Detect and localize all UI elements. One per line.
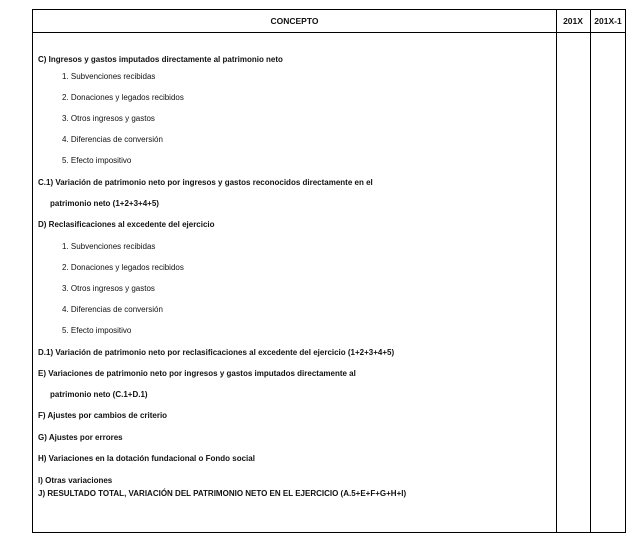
header-201x-1: 201X-1 — [594, 16, 622, 26]
row-f: F) Ajustes por cambios de criterio — [38, 411, 168, 420]
row-i: I) Otras variaciones — [38, 476, 113, 485]
row-d-5: 5. Efecto impositivo — [62, 326, 132, 335]
row-d-2: 2. Donaciones y legados recibidos — [62, 263, 184, 272]
header-201x: 201X — [563, 16, 583, 26]
column-divider-201x-1 — [590, 10, 591, 532]
row-g: G) Ajustes por errores — [38, 433, 123, 442]
header-concepto: CONCEPTO — [270, 16, 319, 26]
row-c1-line1: C.1) Variación de patrimonio neto por ingresos y gastos reconocidos directamente en el — [38, 178, 373, 187]
row-c-3: 3. Otros ingresos y gastos — [62, 114, 155, 123]
row-c1-line2: patrimonio neto (1+2+3+4+5) — [50, 199, 159, 208]
row-d-4: 4. Diferencias de conversión — [62, 305, 163, 314]
row-c-1: 1. Subvenciones recibidas — [62, 72, 156, 81]
row-c-5: 5. Efecto impositivo — [62, 156, 132, 165]
row-j-total: J) RESULTADO TOTAL, VARIACIÓN DEL PATRIMONIO NETO EN EL EJERCICIO (A.5+E+F+G+H+I) — [38, 489, 407, 498]
column-divider-201x — [556, 10, 557, 532]
row-d-3: 3. Otros ingresos y gastos — [62, 284, 155, 293]
row-e-line1: E) Variaciones de patrimonio neto por ingresos y gastos imputados directamente al — [38, 369, 356, 378]
row-d-1: 1. Subvenciones recibidas — [62, 242, 156, 251]
row-h: H) Variaciones en la dotación fundacional o Fondo social — [38, 454, 255, 463]
row-c-2: 2. Donaciones y legados recibidos — [62, 93, 184, 102]
row-d-heading: D) Reclasificaciones al excedente del ejercicio — [38, 220, 215, 229]
row-c-4: 4. Diferencias de conversión — [62, 135, 163, 144]
equity-changes-table — [32, 9, 626, 533]
header-divider — [33, 32, 625, 33]
row-c-heading: C) Ingresos y gastos imputados directamente al patrimonio neto — [38, 55, 283, 64]
row-e-line2: patrimonio neto (C.1+D.1) — [50, 390, 148, 399]
row-d1: D.1) Variación de patrimonio neto por reclasificaciones al excedente del ejercicio (1+2+3+4+5) — [38, 348, 395, 357]
